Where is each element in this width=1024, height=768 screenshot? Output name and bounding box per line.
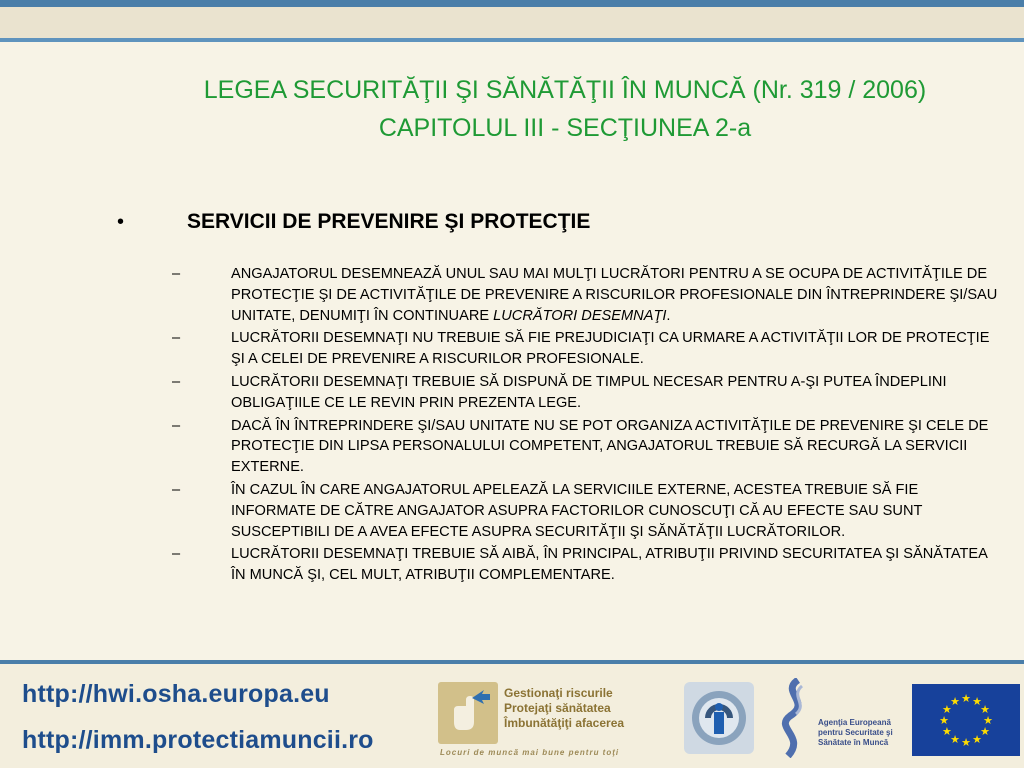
eu-star-icon: ★ bbox=[942, 704, 952, 716]
campaign-slogan-line3: Îmbunătăţiţi afacerea bbox=[504, 716, 625, 730]
dash-icon: – bbox=[172, 417, 181, 434]
list-item-text: LUCRĂTORII DESEMNAŢI NU TREBUIE SĂ FIE PREJUDICIAŢI CA URMARE A ACTIVITĂŢII LOR DE PROTECŢIE ŞI A CELEI DE PREVENIRE A RISCURILOR PROFESIONALE. bbox=[231, 330, 990, 368]
list-item-text: ANGAJATORUL DESEMNEAZĂ UNUL SAU MAI MULŢI LUCRĂTORI PENTRU A SE OCUPA DE ACTIVITĂŢILE DE PROTECŢIE ŞI DE ACTIVITĂŢILE DE PREVENIRE A RISCURILOR PROFESIONALE DIN ÎNTREPRINDERE ŞI/SAU UNITATE, DENUMIŢI ÎN CONTINUARE bbox=[231, 266, 998, 324]
campaign-slogan-line2: Protejaţi sănătatea bbox=[504, 701, 611, 715]
list-item-emphasis: LUCRĂTORI DESEMNAŢI bbox=[493, 307, 667, 324]
list-item-text: LUCRĂTORII DESEMNAŢI TREBUIE SĂ DISPUNĂ DE TIMPUL NECESAR PENTRU A-ŞI PUTEA ÎNDEPLINI OBLIGAŢIILE CE LE REVIN PRIN PREZENTA LEGE. bbox=[231, 373, 947, 411]
top-decorative-bar bbox=[0, 0, 1024, 38]
dash-icon: – bbox=[172, 481, 181, 498]
list-item bbox=[168, 372, 998, 414]
provision-list bbox=[168, 264, 998, 588]
list-item bbox=[168, 544, 998, 586]
eu-star-icon: ★ bbox=[950, 695, 960, 708]
osha-name bbox=[818, 718, 893, 748]
eu-star-icon: ★ bbox=[939, 715, 949, 727]
protectiamuncii-link[interactable]: http://imm.protectiamuncii.ro bbox=[22, 726, 374, 754]
osha-name-line1: Agenţia Europeană bbox=[818, 718, 891, 727]
osha-link[interactable]: http://hwi.osha.europa.eu bbox=[22, 680, 330, 708]
eu-star-icon: ★ bbox=[961, 737, 971, 749]
eu-star-icon: ★ bbox=[980, 726, 990, 738]
list-item bbox=[168, 480, 998, 542]
campaign-logo bbox=[438, 680, 668, 762]
eu-star-icon: ★ bbox=[980, 704, 990, 716]
eu-star-icon: ★ bbox=[983, 715, 993, 727]
dash-icon: – bbox=[172, 546, 181, 563]
hand-arrow-icon bbox=[438, 682, 498, 744]
list-item-text: DACĂ ÎN ÎNTREPRINDERE ŞI/SAU UNITATE NU SE POT ORGANIZA ACTIVITĂŢILE DE PREVENIRE ŞI CELE DE PROTECŢIE DIN LIPSA PERSONALULUI COMPETENT, ANGAJATORUL TREBUIE SĂ RECURGĂ LA SERVICII EXTERNE. bbox=[231, 417, 989, 476]
osha-emblem-icon bbox=[776, 678, 816, 758]
footer bbox=[0, 664, 1024, 768]
dash-icon: – bbox=[172, 373, 181, 390]
osha-logo bbox=[776, 678, 906, 766]
eu-star-icon: ★ bbox=[961, 693, 971, 705]
eu-star-icon: ★ bbox=[972, 734, 982, 747]
section-heading: SERVICII DE PREVENIRE ŞI PROTECŢIE bbox=[187, 210, 591, 233]
slide-content bbox=[0, 44, 1024, 662]
institution-logo bbox=[684, 682, 754, 754]
list-item-text: ÎN CAZUL ÎN CARE ANGAJATORUL APELEAZĂ LA SERVICIILE EXTERNE, ACESTEA TREBUIE SĂ FIE INFORMATE DE CĂTRE ANGAJATOR ASUPRA FACTORILOR CUNOSCUŢI CĂ AU EFECTE SAU SUNT SUSCEPTIBILI DE A AVEA EFECTE ASUPRA SECURITĂŢII ŞI SĂNĂTĂŢII LUCRĂTORILOR. bbox=[231, 481, 923, 540]
eu-star-icon: ★ bbox=[950, 734, 960, 747]
slide-subtitle: CAPITOLUL III - SECŢIUNEA 2-a bbox=[378, 114, 752, 142]
osha-name-line3: Sănătate în Muncă bbox=[818, 738, 889, 747]
list-item-suffix: . bbox=[666, 307, 671, 324]
campaign-tagline: Locuri de muncă mai bune pentru toţi bbox=[440, 748, 620, 757]
eu-star-icon: ★ bbox=[942, 726, 952, 738]
campaign-slogan-line1: Gestionaţi riscurile bbox=[504, 686, 613, 700]
eu-flag-icon bbox=[912, 684, 1020, 756]
dash-icon: – bbox=[172, 330, 181, 347]
list-item bbox=[168, 328, 998, 370]
dash-icon: – bbox=[172, 266, 181, 282]
osha-name-line2: pentru Securitate şi bbox=[818, 728, 893, 737]
slide-title: LEGEA SECURITĂŢII ŞI SĂNĂTĂŢII ÎN MUNCĂ (Nr. 319 / 2006) bbox=[203, 76, 927, 104]
list-item bbox=[168, 264, 998, 326]
list-item-text: LUCRĂTORII DESEMNAŢI TREBUIE SĂ AIBĂ, ÎN PRINCIPAL, ATRIBUŢII PRIVIND SECURITATEA ŞI SĂNĂTATEA ÎN MUNCĂ ŞI, CEL MULT, ATRIBUŢII COMPLEMENTARE. bbox=[231, 546, 988, 584]
list-item bbox=[168, 416, 998, 478]
campaign-slogan bbox=[504, 686, 624, 731]
bullet-icon: • bbox=[117, 211, 125, 233]
eu-star-icon: ★ bbox=[972, 695, 982, 708]
